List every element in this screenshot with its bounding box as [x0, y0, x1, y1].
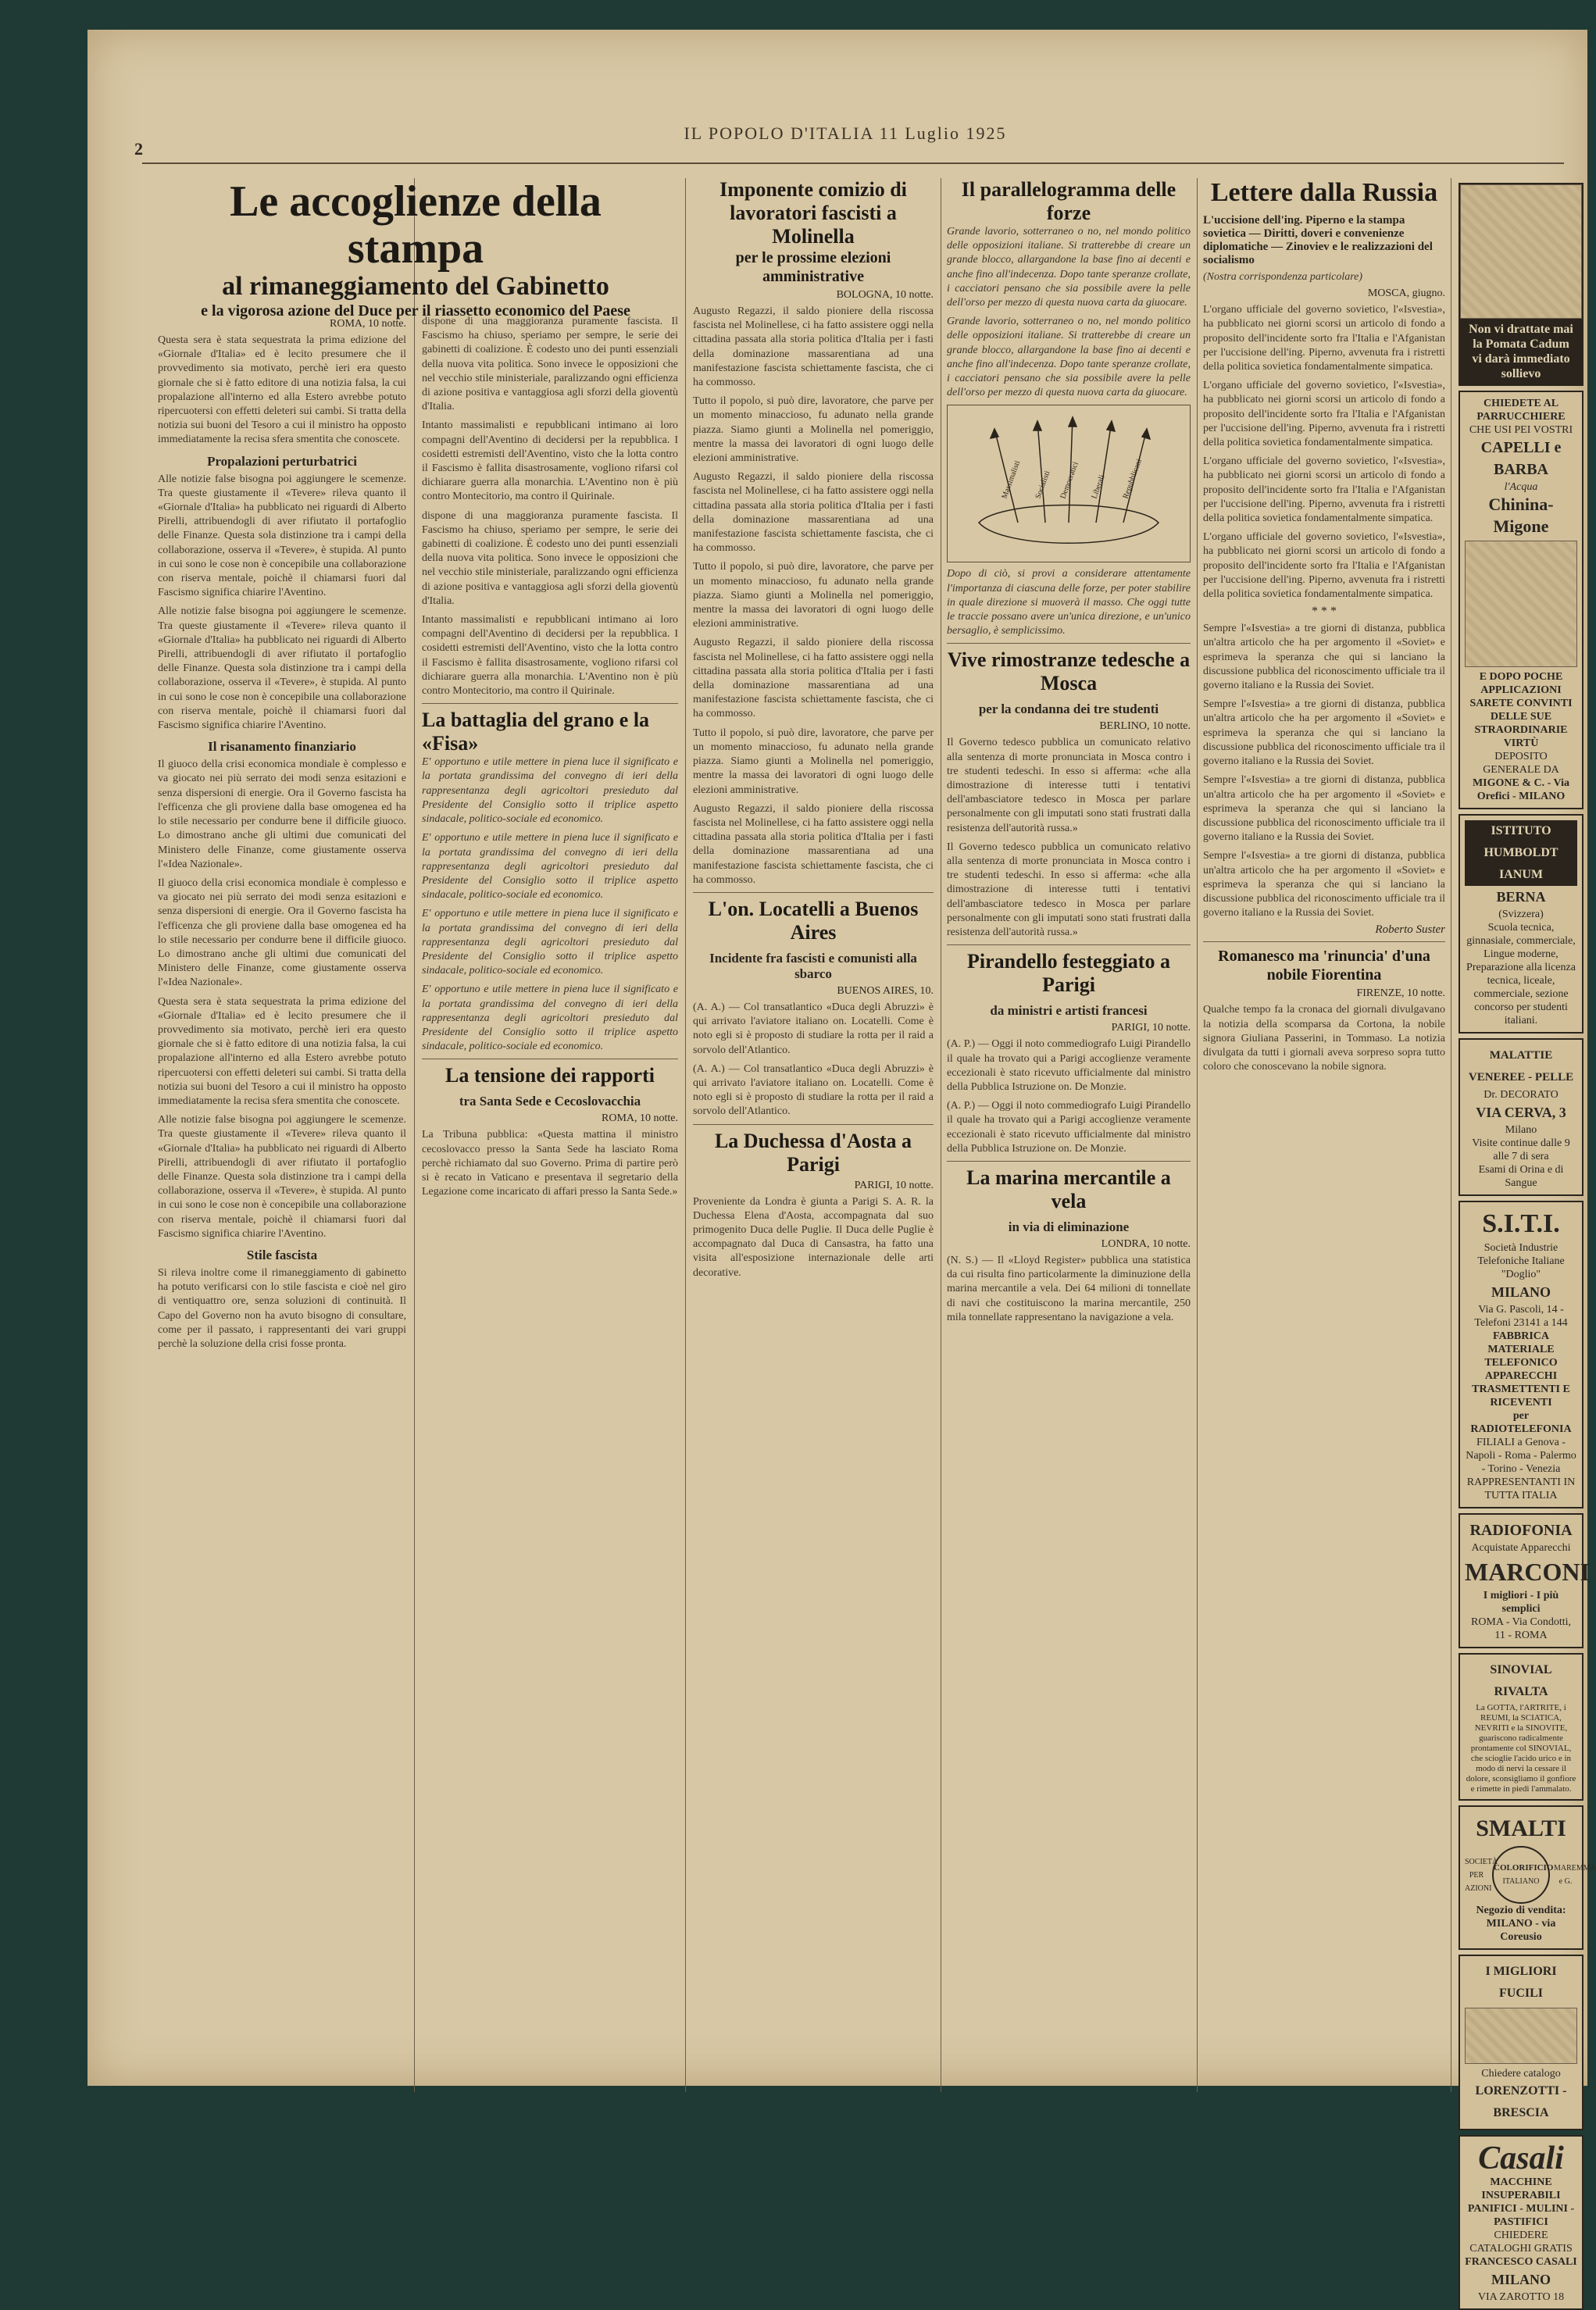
ad-text: Visite continue dalle 9 alle 7 di sera [1472, 1137, 1570, 1162]
ad-brand: MARCONI [1465, 1558, 1590, 1586]
newspaper-page [87, 30, 1596, 2303]
article-body: L'organo ufficiale del governo sovietico, l'«Isvestia», ha pubblicato nei giorni scorsi un articolo di fondo a proposito dell'incidente sorto fra l'Italia e l'Afganistan per l'uccisione dell'ing. Piperno, avvenuta fra i ristretti della politica sovietica fondamentalmente simpatica. [1203, 455, 1445, 525]
ad-text: STRAORDINARIE VIRTÙ [1474, 724, 1568, 749]
ad-text: CHIEDERE CATALOGHI GRATIS [1469, 2230, 1573, 2255]
ad-text: APPARECCHI TRASMETTENTI E RICEVENTI [1472, 1370, 1570, 1408]
ad-text: Via G. Pascoli, 14 - Telefoni 23141 a 144 [1474, 1304, 1568, 1329]
section-headline: La marina mercantile a vela [966, 1166, 1171, 1212]
diagram-label: Democratici [1059, 461, 1080, 501]
article-body: (A. P.) — Oggi il noto commediografo Luigi Pirandello il quale ha trovato qui a Parigi accoglienze veramente eccezionali è stato ricevuto ufficialmente dal ministro della Pubblica Istruzione on. De Monzie. [947, 1038, 1191, 1093]
article-body: Sempre l'«Isvestia» a tre giorni di distanza, pubblica un'altra articolo che ha per argomento il «Soviet» e esprimeva la speranza che qui si lanciano la discussione pubblica del riconoscimento ufficiale tra il governo italiano e la Russia dei Soviet. [1203, 623, 1445, 692]
shotgun-illustration [1465, 2008, 1577, 2064]
ad-text: SOCIETÀ PER AZIONI [1465, 1857, 1498, 1893]
section-heading: Stile fascista [246, 1247, 318, 1262]
ad-lorenzotti [1459, 1955, 1584, 2130]
section-headline: La battaglia del grano e la «Fisa» [422, 709, 650, 755]
ad-text: Chiedere catalogo [1481, 2068, 1561, 2080]
lead-subhead: al rimaneggiamento del Gabinetto [222, 272, 609, 301]
ad-text: La GOTTA, l'ARTRITE, i REUMI, la SCIATICA, NEVRITI e la SINOVITE, guariscono radicalmente prontamente col SINOVIAL, che scioglie l'acido urico e in modo di nervi la cessare il dolore, sconsigliamo il gonfiore e rimette in piedi l'ammalato. [1466, 1703, 1576, 1794]
divider [947, 643, 1191, 644]
ad-title: S.I.T.I. [1482, 1209, 1560, 1238]
ad-text: VIA ZAROTTO 18 [1477, 2291, 1565, 2303]
article-headline: Il parallelogramma delle forze [961, 178, 1176, 224]
article-subhead: per le prossime elezioni amministrative [735, 249, 891, 285]
ad-text: (Svizzera) [1498, 909, 1544, 920]
section-separator: * * * [1312, 605, 1337, 619]
article-body: L'organo ufficiale del governo sovietico, l'«Isvestia», ha pubblicato nei giorni scorsi un articolo di fondo a proposito dell'incidente sorto fra l'Italia e l'Afganistan per l'uccisione dell'ing. Piperno, avvenuta fra i ristretti della politica sovietica fondamentalmente simpatica. [1203, 380, 1445, 449]
article-body: Tutto il popolo, si può dire, lavoratore, che parve per un momento minaccioso, fu adunato nella grande piazza. Siamo giunti a Molinella nel pomeriggio, mentre la massa dei lavoratori di ogni luogo delle elezioni amministrative. [693, 727, 934, 796]
ad-text: per RADIOTELEFONIA [1470, 1410, 1572, 1435]
article-body: Il giuoco della crisi economica mondiale è complesso e va giocato nei più serrato dei modi senza esitazioni e senza dispersioni di energie. Ora il Governo fascista ha l'efficenza che gli proviene dalla base omogenea ed ha lo stile necessario per condurre bene il difficile giuoco. Lo dimostrano anche gli ultimi due comunicati del Ministero delle Finanze, come giustamente osserva l'«Idea Nazionale». [158, 877, 406, 989]
ad-text: Negozio di vendita: MILANO - via Coreusio [1476, 1905, 1566, 1943]
article-body: Alle notizie false bisogna poi aggiungere le scemenze. Tra queste giustamente il «Tevere» rileva quanto il «Giornale d'Italia» ha pubblicato nei riguardi di Alberto Pirelli, attribuendogli di aver rifiutato il portafoglio delle Finanze. Questa sola distinzione tra i campi della collaborazione, osserva il «Tevere», è stupida. Al punto in cui sono le cose non è concepibile una collaborazione con riserva mentale, poichè il chiamarsi fuori dal Fascismo significa chiarire l'Aventino. [158, 605, 406, 732]
dateline: PARIGI, 10 notte. [1111, 1022, 1191, 1034]
section-subhead: per la condanna dei tre studenti [978, 702, 1159, 717]
article-subhead: L'uccisione dell'ing. Piperno e la stampa sovietica — Diritti, doveri e convenienze diplomatiche — Zinoviev e le realizzazioni del socialismo [1203, 214, 1433, 266]
dateline: BOLOGNA, 10 notte. [836, 289, 934, 301]
ad-text: MILANO [1491, 1284, 1551, 1300]
divider [947, 944, 1191, 945]
ad-text: Scuola tecnica, ginnasiale, commerciale, Lingue moderne, Preparazione alla licenza tecnica, liceale, commerciale, sezione concorso per studenti italiani. [1466, 922, 1576, 1026]
page-number: 2 [134, 139, 143, 159]
article-body: Alle notizie false bisogna poi aggiungere le scemenze. Tra queste giustamente il «Tevere» rileva quanto il «Giornale d'Italia» ha pubblicato nei riguardi di Alberto Pirelli, attribuendogli di aver rifiutato il portafoglio delle Finanze. Questa sola distinzione tra i campi della collaborazione, osserva il «Tevere», è stupida. Al punto in cui sono le cose non è concepibile una collaborazione con riserva mentale, poichè il chiamarsi fuori dal Fascismo significa chiarire l'Aventino. [158, 1114, 406, 1240]
article-body: dispone di una maggioranza puramente fascista. Il Fascismo ha chiuso, speriamo per sempre, le serie dei gabinetti di coalizione. È codesto uno dei punti essenziali della nuova vita politica. Sono invece le opposizioni che nel vecchio stile ministeriale, paralizzando ogni efficienza di azione positiva e vantaggiosa agli sforzi della gioventù d'Italia. [422, 316, 678, 413]
article-body: Augusto Regazzi, il saldo pioniere della riscossa fascista nel Molinellese, ci ha fatto assistere oggi nella cittadina passata alla storia politica d'Italia per i fasti della dominazione massarentiana ad una manifestazione fascista schiettamente fascista, che ci ha commosso. [693, 305, 934, 389]
article-body: La Tribuna pubblica: «Questa mattina il ministro cecoslovacco presso la Santa Sede ha lasciato Roma perchè richiamato dal suo Governo. Prima di partire però si è recato in Vaticano e presentava il segretario della Legazione come incaricato di affari presso la Santa Sede.» [422, 1129, 678, 1198]
ad-text: CHE USI PEI VOSTRI [1469, 424, 1573, 436]
section-subhead: tra Santa Sede e Cecoslovacchia [459, 1094, 641, 1109]
ad-text: E DOPO POCHE APPLICAZIONI [1479, 671, 1563, 696]
ad-text: l'Acqua [1504, 481, 1538, 493]
lead-subhead-2: e la vigorosa azione del Duce per il riassetto economico del Paese [201, 302, 630, 320]
article-body: Intanto massimalisti e repubblicani intimano ai loro compagni dell'Aventino di decidersi per la repubblica. I cosidetti estremisti dell'Aventino, visto che la lotta contro il Fascismo è fallita disastrosamente, vogliono rifarsi col dichiarare guerra alla monarchia. L'Aventino non è più contro Montecitorio, ma contro il Quirinale. [422, 614, 678, 698]
article-body: Questa sera è stata sequestrata la prima edizione del «Giornale d'Italia» ed è lecito presumere che il provvedimento sia motivato, perchè ieri era questo giornale che si è fatto editore di una notizia falsa, la cui propalazione all'interno ed alla Estero avrebbe potuto ripercuotersi con effetti deleteri sui cambi. Si tratta della notizia sui buoni del Tesoro a cui il ministro ha opposto immediatamente la recisa sfera smentita che conoscete. [158, 995, 406, 1107]
ad-text: ITALIANO [1502, 1877, 1540, 1886]
correspondence-note: (Nostra corrispondenza particolare) [1203, 271, 1363, 283]
ad-title: SMALTI [1476, 1816, 1566, 1841]
ad-siti [1459, 1201, 1584, 1508]
forces-diagram-svg [948, 405, 1190, 562]
ad-brand: Chinina-Migone [1488, 494, 1554, 536]
ad-text: FILIALI a Genova - Napoli - Roma - Palermo - Torino - Venezia [1466, 1437, 1576, 1475]
ad-text: BERNA [1496, 889, 1546, 905]
column-divider [685, 178, 686, 2092]
column-1 [158, 315, 406, 2080]
ad-text: Società Industrie Telefoniche Italiane "Doglio" [1477, 1242, 1565, 1280]
article-body: L'organo ufficiale del governo sovietico, l'«Isvestia», ha pubblicato nei giorni scorsi un articolo di fondo a proposito dell'incidente sorto fra l'Italia e l'Afganistan per l'uccisione dell'ing. Piperno, avvenuta fra i ristretti della politica sovietica fondamentalmente simpatica. [1203, 304, 1445, 373]
bottle-illustration [1465, 541, 1577, 667]
ad-cadum [1459, 183, 1584, 386]
ad-text: MACCHINE INSUPERABILI [1481, 2176, 1561, 2201]
article-body: Augusto Regazzi, il saldo pioniere della riscossa fascista nel Molinellese, ci ha fatto assistere oggi nella cittadina passata alla storia politica d'Italia per i fasti della dominazione massarentiana ad una manifestazione fascista schiettamente fascista, che ci ha commosso. [693, 471, 934, 555]
dateline: FIRENZE, 10 notte. [1356, 987, 1445, 1000]
section-subhead: Incidente fra fascisti e comunisti alla sbarco [709, 950, 917, 981]
dateline: ROMA, 10 notte. [602, 1112, 678, 1125]
article-body: (A. A.) — Col transatlantico «Duca degli Abruzzi» è qui arrivato l'aviatore italiano on. Locatelli. Come è noto egli si è proposto di studiare la rotta per il raid a sorvolo dell'Atlantico. [693, 1001, 934, 1056]
column-5 [1203, 178, 1445, 2080]
article-body: Questa sera è stata sequestrata la prima edizione del «Giornale d'Italia» ed è lecito presumere che il provvedimento sia motivato, perchè ieri era questo giornale che si è fatto editore di una notizia falsa, la cui propalazione all'interno ed alla Estero avrebbe potuto ripercuotersi con effetti deleteri sui cambi. Si tratta della notizia sui buoni del Tesoro a cui il ministro ha opposto immediatamente la recisa sfera smentita che conoscete. [158, 334, 406, 446]
ad-sinovial [1459, 1653, 1584, 1801]
article-body: Augusto Regazzi, il saldo pioniere della riscossa fascista nel Molinellese, ci ha fatto assistere oggi nella cittadina passata alla storia politica d'Italia per i fasti della dominazione massarentiana ad una manifestazione fascista schiettamente fascista, che ci ha commosso. [693, 802, 934, 886]
ad-smalti-row [1465, 1846, 1596, 1904]
divider [1203, 941, 1445, 942]
divider [422, 703, 678, 704]
article-body: E' opportuno e utile mettere in piena luce il significato e la portata grandissima del convegno di ieri della rappresentanza degli agricoltori presieduto dal Presidente del Consiglio sotto il triplice aspetto sindacale, politico-sociale ed economico. [422, 908, 678, 977]
ad-text: Milano [1505, 1124, 1537, 1136]
ad-title: ISTITUTO HUMBOLDT IANUM [1465, 820, 1577, 886]
ad-text: DEPOSITO GENERALE DA [1483, 751, 1559, 776]
article-body: E' opportuno e utile mettere in piena luce il significato e la portata grandissima del convegno di ieri della rappresentanza degli agricoltori presieduto dal Presidente del Consiglio sotto il triplice aspetto sindacale, politico-sociale ed economico. [422, 832, 678, 902]
ad-veneree [1459, 1038, 1584, 1196]
ad-cadum-line: Non vi drattate mai [1469, 323, 1573, 336]
section-headline: Vive rimostranze tedesche a Mosca [947, 648, 1191, 695]
article-body: Augusto Regazzi, il saldo pioniere della riscossa fascista nel Molinellese, ci ha fatto assistere oggi nella cittadina passata alla storia politica d'Italia per i fasti della dominazione massarentiana ad una manifestazione fascista schiettamente fascista, che ci ha commosso. [693, 637, 934, 720]
ad-cadum-line: la Pomata Cadum [1473, 337, 1569, 351]
ad-text: CAPELLI e BARBA [1480, 439, 1562, 478]
article-body: Il giuoco della crisi economica mondiale è complesso e va giocato nei più serrato dei modi senza esitazioni e senza dispersioni di energie. Ora il Governo fascista ha l'efficenza che gli proviene dalla base omogenea ed ha lo stile necessario per condurre bene il difficile giuoco. Lo dimostrano anche gli ultimi due comunicati del Ministero delle Finanze, come giustamente osserva l'«Idea Nazionale». [158, 759, 406, 870]
column-3 [693, 178, 934, 2080]
article-headline: Lettere dalla Russia [1210, 178, 1438, 207]
ad-text: Acquistate Apparecchi [1471, 1542, 1571, 1554]
lead-article-header [162, 177, 669, 320]
dateline: LONDRA, 10 notte. [1101, 1237, 1191, 1250]
section-headline: Romanesco ma 'rinuncia' d'una nobile Fiorentina [1218, 948, 1430, 984]
article-headline: Imponente comizio di lavoratori fascisti a Molinella [719, 178, 907, 248]
man-portrait-illustration [1460, 184, 1582, 319]
article-body: Intanto massimalisti e repubblicani intimano ai loro compagni dell'Aventino di decidersi per la repubblica. I cosidetti estremisti dell'Aventino, visto che la lotta contro il Fascismo è fallita disastrosamente, vogliono rifarsi col dichiarare guerra alla monarchia. L'Aventino non è più contro Montecitorio, ma contro il Quirinale. [422, 420, 678, 503]
article-body: Grande lavorio, sotterraneo o no, nel mondo politico delle opposizioni italiane. Si tratterebbe di creare un grande blocco, allargandone la base fino ai decenti e anche fino all'indecenza. Dopo tante speranze crollate, i cacciatori pensano che sia possibile avere la pelle dell'orso per mezzo di questa nuova carta da giuocare. [947, 226, 1191, 309]
column-4 [947, 178, 1191, 2080]
article-body: Sempre l'«Isvestia» a tre giorni di distanza, pubblica un'altra articolo che ha per argomento il «Soviet» e esprimeva la speranza che qui si lanciano la discussione pubblica del riconoscimento ufficiale tra il governo italiano e la Russia dei Soviet. [1203, 698, 1445, 768]
section-heading: Il risanamento finanziario [208, 739, 356, 755]
ad-title: MALATTIE VENEREE - PELLE [1468, 1049, 1574, 1084]
article-body: L'organo ufficiale del governo sovietico, l'«Isvestia», ha pubblicato nei giorni scorsi un articolo di fondo a proposito dell'incidente sorto fra l'Italia e l'Afganistan per l'uccisione dell'ing. Piperno, avvenuta fra i ristretti della politica sovietica fondamentalmente simpatica. [1203, 531, 1445, 601]
dateline: MOSCA, giugno. [1367, 287, 1445, 300]
ad-marconi [1459, 1513, 1590, 1648]
ad-brand: LORENZOTTI - BRESCIA [1475, 2084, 1567, 2119]
article-body: Il Governo tedesco pubblica un comunicato relativo alla sentenza di morte pronunciata in Mosca contro i tre studenti tedeschi. In esso si afferma: «che alla dimostrazione di interesse tutti i tentativi dell'ambasciatore tedesco in Mosca per parlare personalmente con gli imputati sono stati frustrati dalla resistenza dell'autorità russa.» [947, 737, 1191, 834]
dateline: ROMA, 10 notte. [330, 318, 406, 330]
ad-smalti [1459, 1805, 1596, 1950]
diagram-label: Liberali [1090, 473, 1107, 501]
article-body: E' opportuno e utile mettere in piena luce il significato e la portata grandissima del convegno di ieri della rappresentanza degli agricoltori presieduto dal Presidente del Consiglio sotto il triplice aspetto sindacale, politico-sociale ed economico. [422, 756, 678, 826]
advertisement-column [1459, 178, 1596, 2303]
author-signature: Roberto Suster [1375, 923, 1445, 937]
divider [947, 1161, 1191, 1162]
article-body: dispone di una maggioranza puramente fascista. Il Fascismo ha chiuso, speriamo per sempre, le serie dei gabinetti di coalizione. È codesto uno dei punti essenziali della nuova vita politica. Sono invece le opposizioni che nel vecchio stile ministeriale, paralizzando ogni efficienza di azione positiva e vantaggiosa agli sforzi della gioventù d'Italia. [422, 509, 678, 607]
section-headline: La tensione dei rapporti [445, 1064, 655, 1087]
article-body: Qualche tempo fa la cronaca del giornali divulgavano la notizia della scomparsa da Cortona, la nobile signora Giuliana Passerini, in Tommaso. La notizia divulgata da tutti i giornali aveva sorpreso sopra tutto coloro che conoscevano la nobile signora. [1203, 1004, 1445, 1073]
ad-text: MIGONE & C. - Via Orefici - MILANO [1472, 777, 1570, 802]
ad-text: Dr. DECORATO [1484, 1089, 1559, 1101]
divider [693, 1124, 934, 1125]
article-body: Tutto il popolo, si può dire, lavoratore, che parve per un momento minaccioso, fu adunato nella grande piazza. Siamo giunti a Molinella nel pomeriggio, mentre la massa dei lavoratori di ogni luogo delle elezioni amministrative. [693, 395, 934, 465]
ad-text: ROMA - Via Condotti, 11 - ROMA [1470, 1616, 1572, 1641]
article-body: (N. S.) — Il «Lloyd Register» pubblica una statistica da cui risulta fino particolarmente la diminuzione della marina mercantile a vela. Dei 64 milioni di tonnellate di navi che costituiscono la marina mercantile, 250 mila tonnellate rappresentano la navigazione a vela. [947, 1254, 1191, 1323]
column-divider [414, 178, 415, 2092]
article-body: Proveniente da Londra è giunta a Parigi S. A. R. la Duchessa Elena d'Aosta, accompagnata dal suo primogenito Duca delle Puglie. Il Duca delle Puglie è accompagnato dal Duca di Cansastra, ha fatto una visita all'esposizione internazionale delle arti decorative. [693, 1195, 934, 1279]
section-headline: L'on. Locatelli a Buenos Aires [708, 897, 919, 944]
ad-migone [1459, 391, 1584, 809]
figure-caption: Dopo di ciò, si provi a considerare attentamente l'importanza di ciascuna delle forze, per poter stabilire in quale direzione si muoverà il masso. Che oggi tutte le traccie possano avere un'unica direzione, e un'unico bersaglio, è semplicissimo. [947, 568, 1191, 637]
article-body: Alle notizie false bisogna poi aggiungere le scemenze. Tra queste giustamente il «Tevere» rileva quanto il «Giornale d'Italia» ha pubblicato nei riguardi di Alberto Pirelli, attribuendogli di aver rifiutato il portafoglio delle Finanze. Questa sola distinzione tra i campi della collaborazione, osserva il «Tevere», è stupida. Al punto in cui sono le cose non è concepibile una collaborazione con riserva mentale, poichè il chiamarsi fuori dal Fascismo significa chiarire l'Aventino. [158, 473, 406, 599]
article-body: Sempre l'«Isvestia» a tre giorni di distanza, pubblica un'altra articolo che ha per argomento il «Soviet» e esprimeva la speranza che qui si lanciano la discussione pubblica del riconoscimento ufficiale tra il governo italiano e la Russia dei Soviet. [1203, 774, 1445, 844]
ad-text: VIA CERVA, 3 [1476, 1105, 1566, 1120]
column-2 [422, 315, 678, 2080]
ad-cadum-line: vi darà immediato [1472, 352, 1570, 366]
ad-text: SARETE CONVINTI DELLE SUE [1469, 698, 1573, 723]
ad-text: CHIEDETE AL PARRUCCHIERE [1476, 398, 1566, 423]
article-body: Il Governo tedesco pubblica un comunicato relativo alla sentenza di morte pronunciata in Mosca contro i tre studenti tedeschi. In esso si afferma: «che alla dimostrazione di interesse tutti i tentativi dell'ambasciatore tedesco in Mosca per parlare personalmente con gli imputati sono stati frustrati dalla resistenza dell'autorità russa.» [947, 841, 1191, 939]
ad-text: PANIFICI - MULINI - PASTIFICI [1467, 2203, 1575, 2228]
lead-headline: Le accoglienze della stampa [230, 177, 602, 273]
ad-title: RADIOFONIA [1469, 1522, 1573, 1539]
section-subhead: in via di eliminazione [1008, 1219, 1130, 1234]
ad-text: MAREMMA e G. [1554, 1864, 1596, 1886]
ad-humboldt [1459, 814, 1584, 1034]
ad-text: RAPPRESENTANTI IN TUTTA ITALIA [1466, 1476, 1576, 1501]
divider [693, 892, 934, 893]
article-body: Si rileva inoltre come il rimaneggiamento di gabinetto ha potuto verificarsi con lo stile fascista e cioè nel giro di ventiquattro ore, senza soluzioni di continuità. Il Capo del Governo non ha avuto bisogno di consultare, come per il passato, i rappresentanti dei vari gruppi perchè la soluzione della crisi fosse pronta. [158, 1266, 406, 1350]
forces-diagram [947, 405, 1191, 562]
ad-text: MILANO [1491, 2272, 1551, 2287]
ad-text: FABBRICA MATERIALE TELEFONICO [1484, 1330, 1558, 1369]
ad-title: I MIGLIORI FUCILI [1485, 1965, 1557, 2000]
section-headline: Pirandello festeggiato a Parigi [967, 950, 1170, 997]
dateline: PARIGI, 10 notte. [854, 1179, 934, 1191]
section-subhead: da ministri e artisti francesi [990, 1003, 1148, 1019]
masthead-title: IL POPOLO D'ITALIA 11 Luglio 1925 [684, 123, 1007, 143]
ad-text: FRANCESCO CASALI [1465, 2256, 1577, 2268]
diagram-label: Socialisti [1034, 469, 1052, 501]
column-divider [1197, 178, 1198, 2092]
ad-casali [1459, 2135, 1584, 2310]
article-body: E' opportuno e utile mettere in piena luce il significato e la portata grandissima del convegno di ieri della rappresentanza degli agricoltori presieduto dal Presidente del Consiglio sotto il triplice aspetto sindacale, politico-sociale ed economico. [422, 984, 678, 1053]
article-body: (A. A.) — Col transatlantico «Duca degli Abruzzi» è qui arrivato l'aviatore italiano on. Locatelli. Come è noto egli si è proposto di studiare la rotta per il raid a sorvolo dell'Atlantico. [693, 1062, 934, 1118]
article-body: Tutto il popolo, si può dire, lavoratore, che parve per un momento minaccioso, fu adunato nella grande piazza. Siamo giunti a Molinella nel pomeriggio, mentre la massa dei lavoratori di ogni luogo delle elezioni amministrative. [693, 561, 934, 630]
ad-brand: Casali [1478, 2140, 1564, 2176]
ad-title: SINOVIAL RIVALTA [1490, 1663, 1552, 1698]
diagram-label: Repubblicani [1121, 458, 1144, 501]
ad-text: Esami di Orina e di Sangue [1478, 1164, 1564, 1189]
ad-text: COLORIFICIO [1494, 1863, 1554, 1873]
section-headline: La Duchessa d'Aosta a Parigi [714, 1129, 912, 1176]
colorificio-logo [1492, 1846, 1554, 1904]
article-body: Grande lavorio, sotterraneo o no, nel mondo politico delle opposizioni italiane. Si tratterebbe di creare un grande blocco, allargandone la base fino ai decenti e anche fino all'indecenza. Dopo tante speranze crollate, i cacciatori pensano che sia possibile avere la pelle dell'orso per mezzo di questa nuova carta da giuocare. [947, 316, 1191, 399]
article-body: (A. P.) — Oggi il noto commediografo Luigi Pirandello il quale ha trovato qui a Parigi accoglienze veramente eccezionali è stato ricevuto ufficialmente dal ministro della Pubblica Istruzione on. De Monzie. [947, 1100, 1191, 1155]
ad-cadum-line: sollievo [1501, 367, 1541, 380]
dateline: BERLINO, 10 notte. [1099, 720, 1191, 733]
section-heading: Propalazioni perturbatrici [207, 453, 357, 469]
dateline: BUENOS AIRES, 10. [837, 984, 934, 997]
article-body: Sempre l'«Isvestia» a tre giorni di distanza, pubblica un'altra articolo che ha per argomento il «Soviet» e esprimeva la speranza che qui si lanciano la discussione pubblica del riconoscimento ufficiale tra il governo italiano e la Russia dei Soviet. [1203, 850, 1445, 919]
diagram-label: Massimalisti [1000, 459, 1023, 501]
ad-text: I migliori - I più semplici [1483, 1590, 1559, 1615]
masthead-rule [142, 162, 1564, 164]
